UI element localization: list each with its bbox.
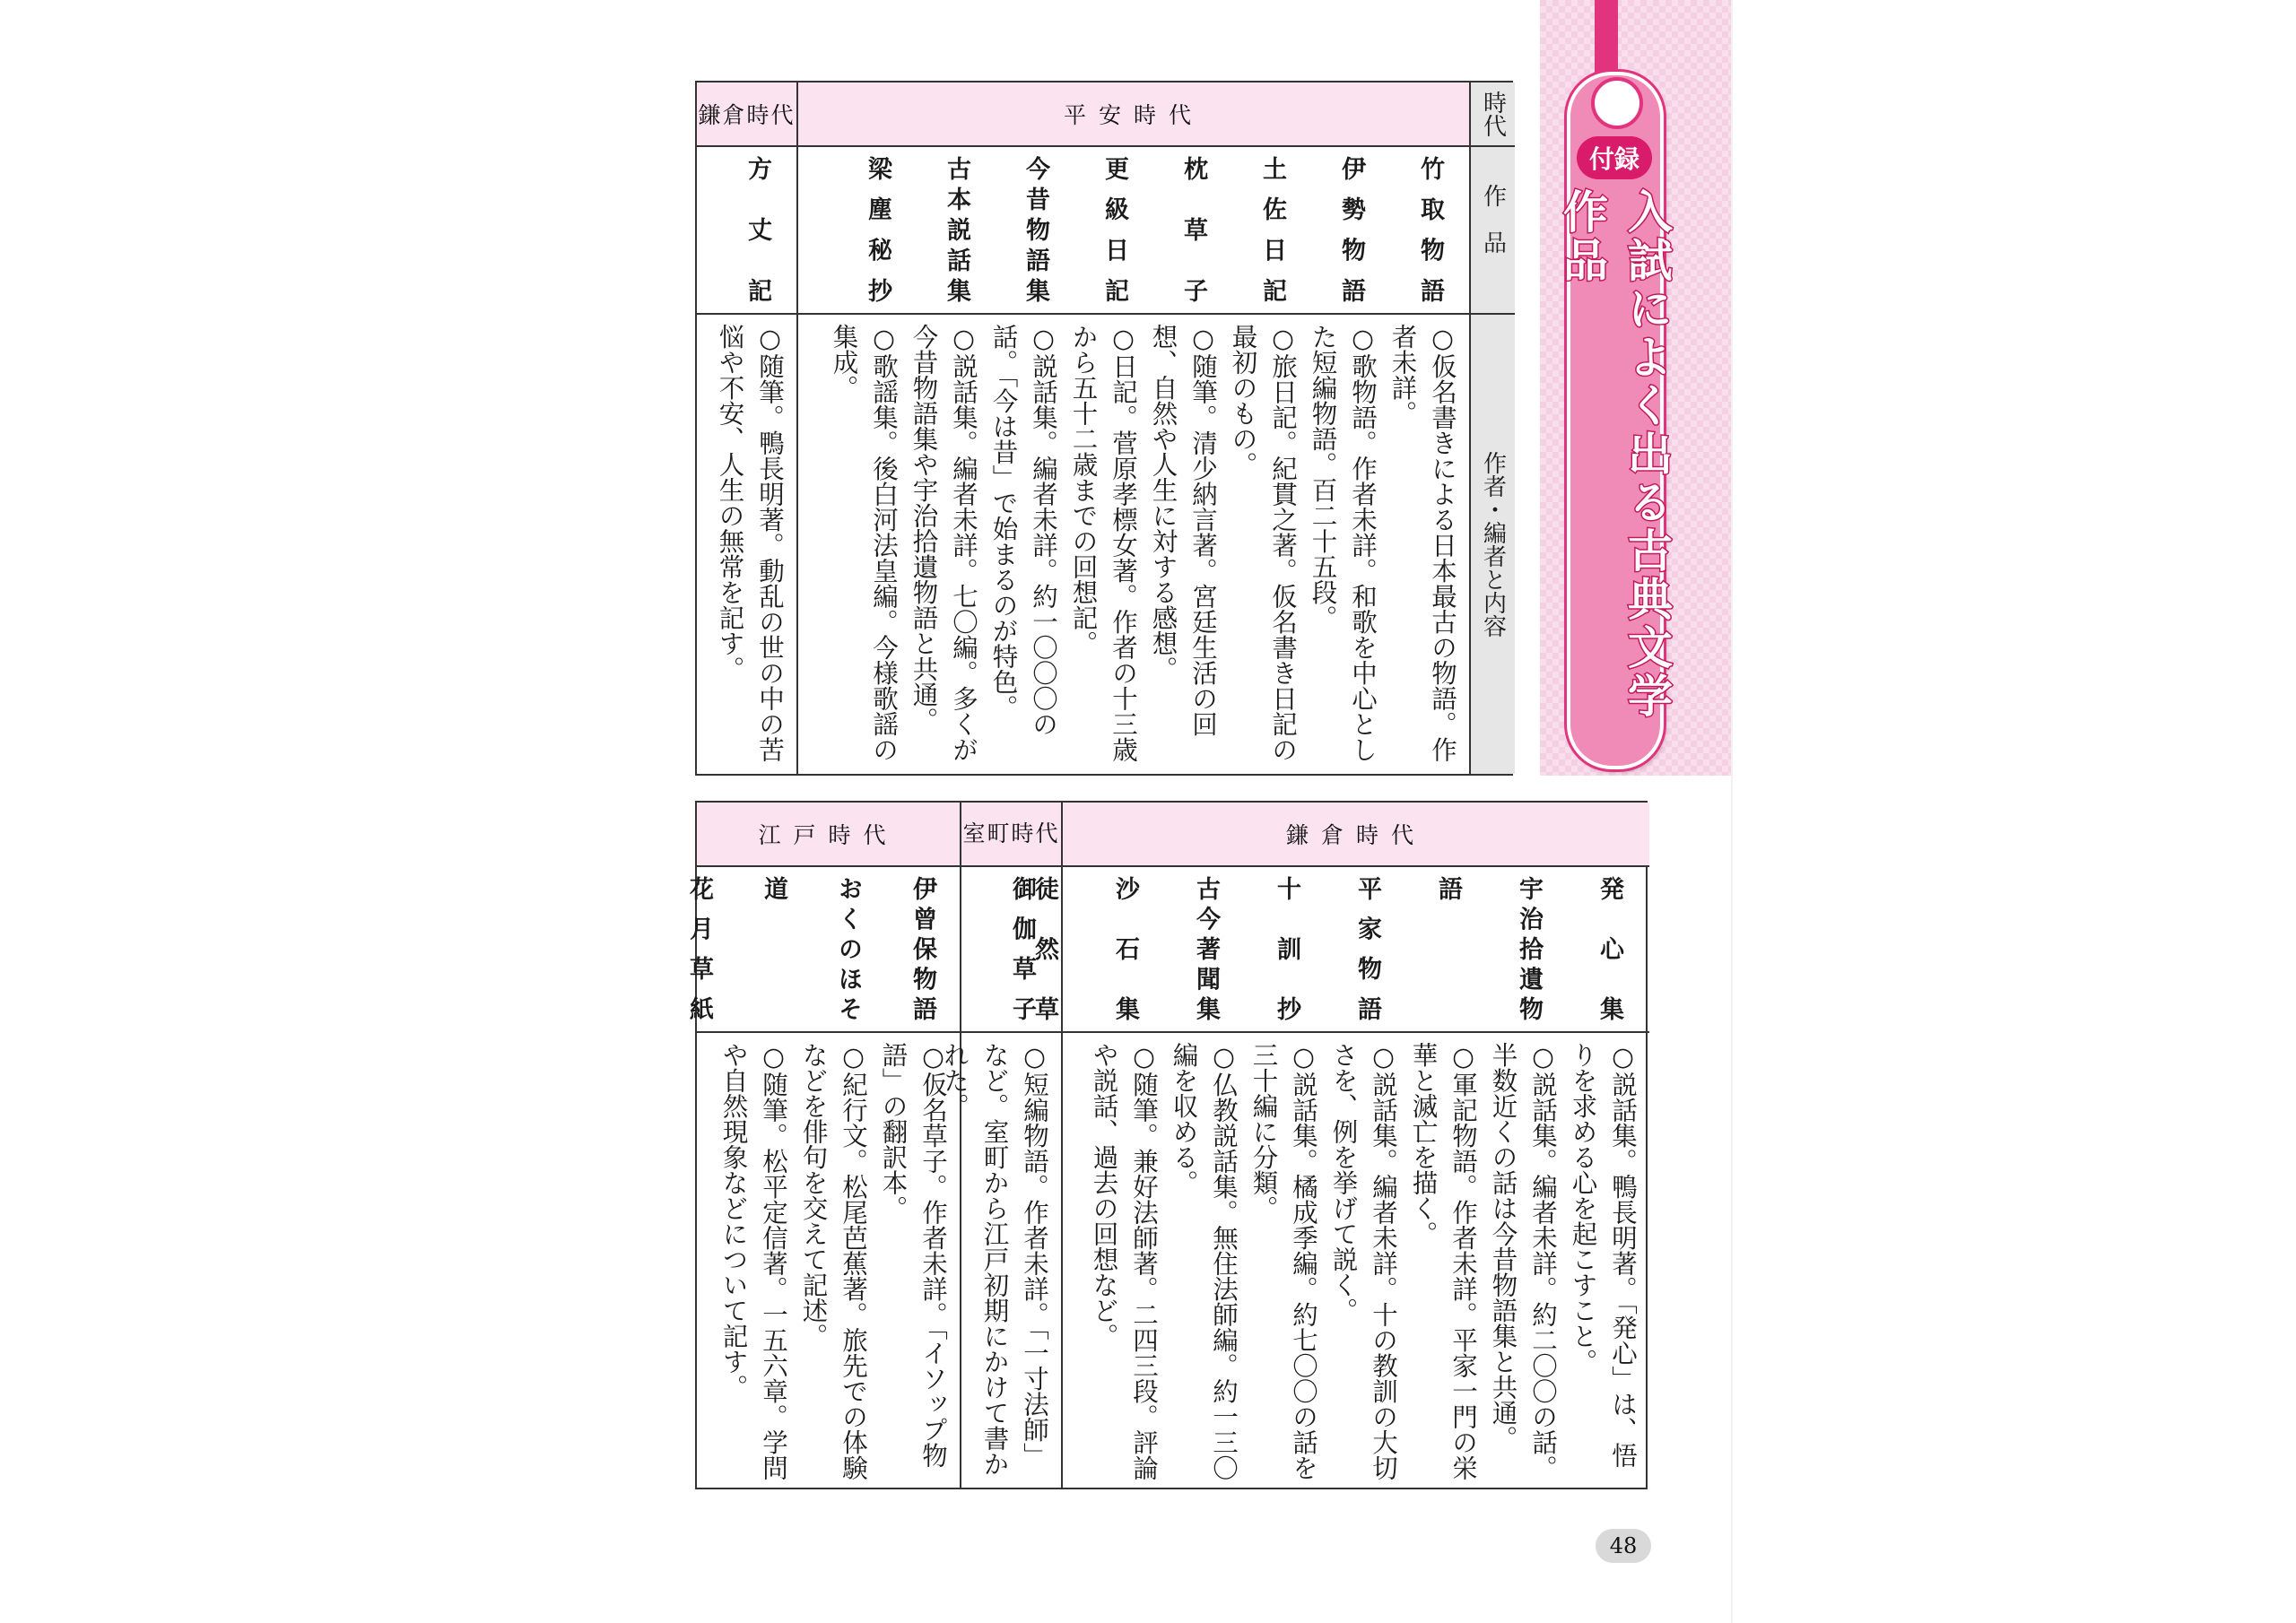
work-title: 御伽草子	[1008, 876, 1036, 1020]
work-description: ○説話集。編者未詳。七〇編。多くが今昔物語集や宇治拾遺物語と共通。	[909, 324, 978, 762]
work-title: 枕草子	[1179, 156, 1207, 302]
work-title: 今昔物語集	[1022, 156, 1049, 302]
work-description: ○仮名草子。作者未詳。「イソップ物語」の翻訳本。	[878, 1042, 948, 1468]
work-title: 古本説話集	[943, 156, 970, 302]
column-label-era: 時代	[1471, 82, 1515, 147]
work-description: ○説話集。編者未詳。約一〇〇〇の話。「今は昔」で始まるのが特色。	[988, 324, 1058, 737]
work-description: ○仏教説話集。無住法師編。約一三〇編を収める。	[1169, 1042, 1239, 1480]
work-title: 梁塵秘抄	[864, 156, 891, 302]
work-description: ○説話集。橘成季編。約七〇〇の話を三十編に分類。	[1248, 1042, 1318, 1480]
era-header-muromachi: 室町時代	[961, 803, 1063, 867]
work-title: 土佐日記	[1258, 156, 1286, 302]
work-description: ○随筆。清少納言著。宮廷生活の回想、自然や人生に対する感想。	[1148, 324, 1218, 737]
works-cell-kamakura	[697, 147, 798, 315]
work-title: 古今著聞集	[1192, 876, 1220, 1020]
works-cell-kamakura	[1031, 867, 1649, 1033]
works-cell-edo	[685, 867, 961, 1033]
work-description: ○軍記物語。作者未詳。平家一門の栄華と滅亡を描く。	[1408, 1042, 1478, 1480]
content-cell-heian	[798, 315, 1471, 774]
work-title: 竹取物語	[1416, 156, 1444, 302]
work-title: 伊曾保物語	[909, 876, 936, 1020]
page-number: 48	[1596, 1529, 1651, 1563]
work-title: 宇治拾遺物語	[1434, 876, 1543, 1020]
work-description: ○説話集。編者未詳。約二〇〇の話。半数近くの話は今昔物語集と共通。	[1488, 1042, 1558, 1480]
work-description: ○旅日記。紀貫之著。仮名書き日記の最初のもの。	[1228, 324, 1298, 762]
work-title: 更級日記	[1100, 156, 1128, 302]
era-header-heian: 平安時代	[798, 82, 1471, 147]
era-header-kamakura: 鎌倉時代	[697, 82, 798, 147]
era-header-edo: 江戸時代	[697, 803, 961, 867]
work-description: ○説話集。鴨長明著。「発心」は、悟りを求める心を起こすこと。	[1568, 1042, 1638, 1468]
work-description: ○日記。菅原孝標女著。作者の十三歳から五十二歳までの回想記。	[1068, 324, 1138, 762]
section-title: 入試によく出る古典文学作品	[1556, 188, 1673, 721]
column-label-works: 作品	[1471, 147, 1515, 315]
literature-table-heian	[695, 81, 1513, 776]
work-title: 平家物語	[1353, 876, 1381, 1020]
work-title: おくのほそ道	[760, 876, 862, 1020]
work-description: ○紀行文。松尾芭蕉著。旅先での体験などを俳句を交えて記述。	[798, 1042, 868, 1480]
work-description: ○説話集。編者未詳。十の教訓の大切さを、例を挙げて説く。	[1328, 1042, 1398, 1480]
work-title: 沙石集	[1111, 876, 1139, 1020]
work-description: ○仮名書きによる日本最古の物語。作者未詳。	[1387, 324, 1457, 762]
work-description: ○歌物語。作者未詳。和歌を中心とした短編物語。百二十五段。	[1308, 324, 1378, 762]
bookmark-hole	[1591, 77, 1643, 129]
literature-table-kamakura-edo	[685, 801, 1648, 1489]
content-cell-edo	[697, 1033, 961, 1488]
work-description: ○短編物語。作者未詳。「一寸法師」など。室町から江戸初期にかけて書かれた。	[940, 1042, 1049, 1477]
content-cell-muromachi	[940, 1033, 1063, 1488]
work-description: ○随筆。松平定信著。一五六章。学問や自然現象などについて記す。	[718, 1042, 788, 1480]
bookmark-ribbon	[1595, 0, 1618, 82]
work-title: 花月草紙	[685, 876, 713, 1020]
content-cell-kamakura	[697, 315, 798, 774]
work-title: 徒然草	[1031, 876, 1058, 1020]
appendix-badge: 付録	[1577, 136, 1652, 179]
content-cell-kamakura	[1063, 1033, 1649, 1488]
works-cell-heian	[798, 147, 1471, 315]
work-title: 発心集	[1596, 876, 1623, 1020]
work-description: ○歌謡集。後白河法皇編。今様歌謡の集成。	[829, 324, 899, 762]
work-title: 方丈記	[744, 156, 771, 302]
page-edge	[1731, 0, 1733, 1623]
column-label-content: 作者・編者と内容	[1471, 315, 1515, 774]
work-title: 十訓抄	[1273, 876, 1300, 1020]
work-title: 伊勢物語	[1337, 156, 1365, 302]
work-description: ○随筆。兼好法師著。二四三段。評論や説話、過去の回想など。	[1089, 1042, 1159, 1480]
work-description: ○随筆。鴨長明著。動乱の世の中の苦悩や不安、人生の無常を記す。	[715, 324, 785, 762]
era-header-kamakura: 鎌倉時代	[1063, 803, 1649, 867]
